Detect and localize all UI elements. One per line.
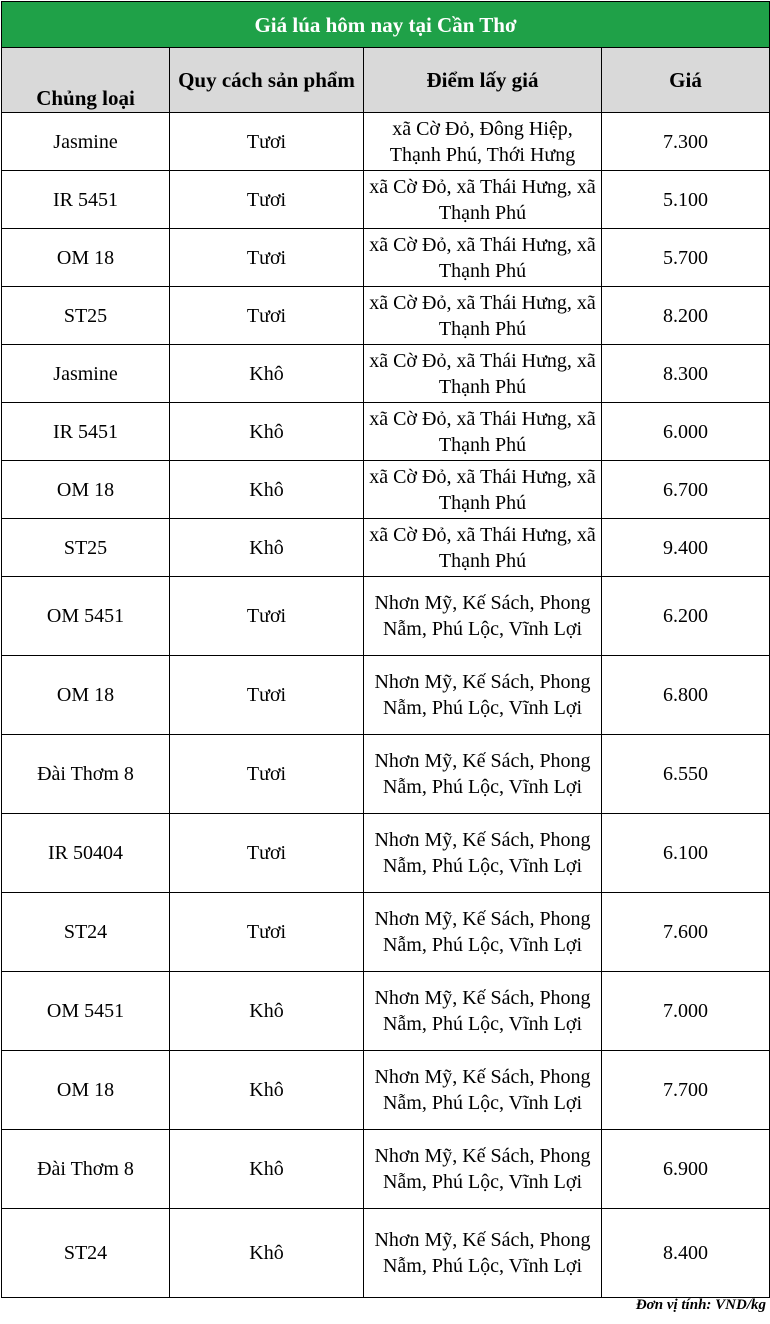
cell-price: 6.000	[602, 403, 770, 461]
cell-spec: Tươi	[170, 171, 364, 229]
cell-price: 7.600	[602, 893, 770, 972]
cell-type: OM 5451	[2, 972, 170, 1051]
header-location: Điểm lấy giá	[364, 48, 602, 113]
cell-price: 6.200	[602, 577, 770, 656]
cell-spec: Khô	[170, 1130, 364, 1209]
cell-spec: Tươi	[170, 287, 364, 345]
unit-note: Đơn vị tính: VND/kg	[635, 1297, 766, 1313]
cell-type: IR 5451	[2, 171, 170, 229]
cell-location: xã Cờ Đỏ, xã Thái Hưng, xã Thạnh Phú	[364, 287, 602, 345]
cell-type: IR 5451	[2, 403, 170, 461]
header-type: Chủng loại	[2, 48, 170, 113]
cell-type: ST24	[2, 1209, 170, 1298]
table-row	[2, 403, 770, 461]
cell-type: Đài Thơm 8	[2, 1130, 170, 1209]
cell-location: Nhơn Mỹ, Kế Sách, Phong Nẫm, Phú Lộc, Vĩnh Lợi	[364, 1209, 602, 1298]
cell-spec: Tươi	[170, 814, 364, 893]
cell-spec: Tươi	[170, 893, 364, 972]
cell-price: 8.300	[602, 345, 770, 403]
table-body	[2, 113, 770, 1298]
cell-spec: Khô	[170, 1051, 364, 1130]
header-spec: Quy cách sản phẩm	[170, 48, 364, 113]
table-row	[2, 171, 770, 229]
table-row	[2, 113, 770, 171]
cell-location: Nhơn Mỹ, Kế Sách, Phong Nẫm, Phú Lộc, Vĩnh Lợi	[364, 735, 602, 814]
cell-spec: Tươi	[170, 113, 364, 171]
table-row	[2, 1130, 770, 1209]
cell-location: xã Cờ Đỏ, xã Thái Hưng, xã Thạnh Phú	[364, 403, 602, 461]
cell-spec: Khô	[170, 1209, 364, 1298]
cell-price: 7.700	[602, 1051, 770, 1130]
cell-type: OM 18	[2, 461, 170, 519]
table-row	[2, 287, 770, 345]
cell-price: 7.000	[602, 972, 770, 1051]
table-row	[2, 1209, 770, 1298]
cell-type: OM 18	[2, 229, 170, 287]
table-row	[2, 519, 770, 577]
cell-price: 8.400	[602, 1209, 770, 1298]
cell-type: OM 18	[2, 1051, 170, 1130]
cell-spec: Tươi	[170, 735, 364, 814]
cell-type: ST25	[2, 519, 170, 577]
table-row	[2, 577, 770, 656]
cell-type: Jasmine	[2, 345, 170, 403]
cell-type: ST25	[2, 287, 170, 345]
cell-type: Jasmine	[2, 113, 170, 171]
cell-spec: Tươi	[170, 656, 364, 735]
cell-price: 9.400	[602, 519, 770, 577]
table-title: Giá lúa hôm nay tại Cần Thơ	[2, 2, 770, 48]
cell-location: xã Cờ Đỏ, xã Thái Hưng, xã Thạnh Phú	[364, 461, 602, 519]
cell-location: xã Cờ Đỏ, Đông Hiệp, Thạnh Phú, Thới Hưng	[364, 113, 602, 171]
cell-type: OM 5451	[2, 577, 170, 656]
cell-location: Nhơn Mỹ, Kế Sách, Phong Nẫm, Phú Lộc, Vĩnh Lợi	[364, 577, 602, 656]
cell-spec: Khô	[170, 403, 364, 461]
cell-location: Nhơn Mỹ, Kế Sách, Phong Nẫm, Phú Lộc, Vĩnh Lợi	[364, 1130, 602, 1209]
cell-location: Nhơn Mỹ, Kế Sách, Phong Nẫm, Phú Lộc, Vĩnh Lợi	[364, 893, 602, 972]
cell-price: 6.100	[602, 814, 770, 893]
title-row	[2, 2, 770, 48]
cell-location: Nhơn Mỹ, Kế Sách, Phong Nẫm, Phú Lộc, Vĩnh Lợi	[364, 1051, 602, 1130]
cell-price: 5.700	[602, 229, 770, 287]
cell-type: IR 50404	[2, 814, 170, 893]
cell-spec: Khô	[170, 461, 364, 519]
cell-location: Nhơn Mỹ, Kế Sách, Phong Nẫm, Phú Lộc, Vĩnh Lợi	[364, 814, 602, 893]
cell-price: 7.300	[602, 113, 770, 171]
cell-spec: Tươi	[170, 229, 364, 287]
cell-spec: Tươi	[170, 577, 364, 656]
cell-price: 6.550	[602, 735, 770, 814]
rice-price-table	[1, 1, 770, 1298]
table-row	[2, 893, 770, 972]
cell-type: Đài Thơm 8	[2, 735, 170, 814]
cell-price: 6.800	[602, 656, 770, 735]
cell-price: 5.100	[602, 171, 770, 229]
cell-price: 6.900	[602, 1130, 770, 1209]
header-row	[2, 48, 770, 113]
cell-location: xã Cờ Đỏ, xã Thái Hưng, xã Thạnh Phú	[364, 345, 602, 403]
header-price: Giá	[602, 48, 770, 113]
cell-location: xã Cờ Đỏ, xã Thái Hưng, xã Thạnh Phú	[364, 229, 602, 287]
cell-location: Nhơn Mỹ, Kế Sách, Phong Nẫm, Phú Lộc, Vĩnh Lợi	[364, 656, 602, 735]
table-row	[2, 735, 770, 814]
cell-location: Nhơn Mỹ, Kế Sách, Phong Nẫm, Phú Lộc, Vĩnh Lợi	[364, 972, 602, 1051]
cell-spec: Khô	[170, 972, 364, 1051]
cell-location: xã Cờ Đỏ, xã Thái Hưng, xã Thạnh Phú	[364, 519, 602, 577]
cell-price: 6.700	[602, 461, 770, 519]
cell-spec: Khô	[170, 519, 364, 577]
table-row	[2, 972, 770, 1051]
table-row	[2, 461, 770, 519]
table-row	[2, 229, 770, 287]
cell-price: 8.200	[602, 287, 770, 345]
cell-type: OM 18	[2, 656, 170, 735]
table-row	[2, 1051, 770, 1130]
cell-type: ST24	[2, 893, 170, 972]
table-row	[2, 656, 770, 735]
table-row	[2, 345, 770, 403]
cell-location: xã Cờ Đỏ, xã Thái Hưng, xã Thạnh Phú	[364, 171, 602, 229]
cell-spec: Khô	[170, 345, 364, 403]
table-row	[2, 814, 770, 893]
